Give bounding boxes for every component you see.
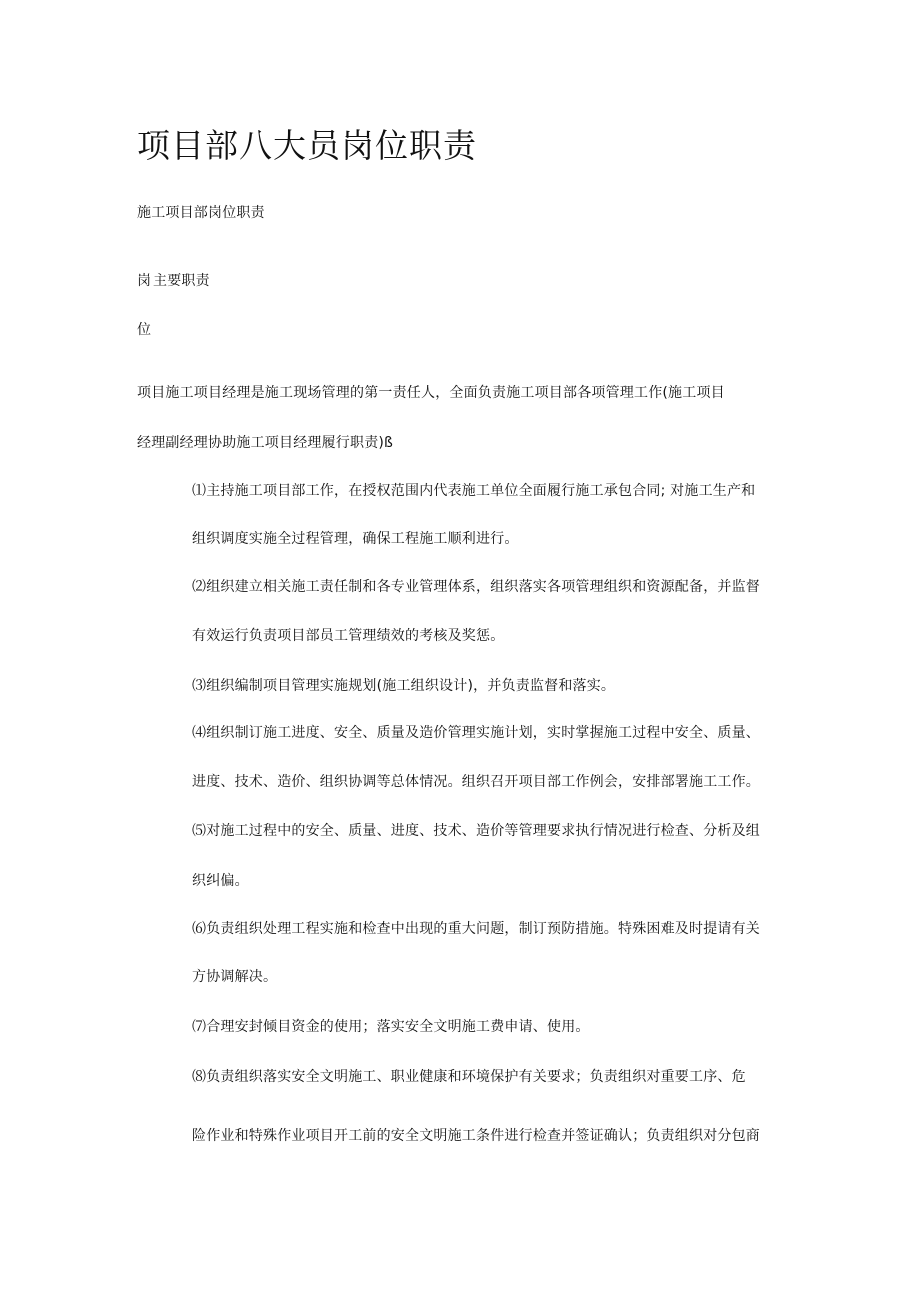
document-title: 项目部八大员岗位职责: [137, 126, 477, 165]
intro-line: 项目施工项目经理是施工现场管理的第一责任人，全面负责施工项目部各项管理工作(施工项目: [137, 385, 725, 401]
duty-item-2-line: ⑵组织建立相关施工责任制和各专业管理体系，组织落实各项管理组织和资源配备，并监督: [192, 579, 760, 595]
duty-item-7-line: ⑺合理安封倾目资金的使用；落实安全文明施工费申请、使用。: [192, 1019, 590, 1035]
duty-item-8-line: 险作业和特殊作业项目开工前的安全文明施工条件进行检查并签证确认；负责组织对分包商: [192, 1128, 760, 1144]
duty-item-4-line: 进度、技术、造价、组织协调等总体情况。组织召开项目部工作例会，安排部署施工工作。: [192, 774, 760, 790]
duty-item-5-line: ⑸对施工过程中的安全、质量、进度、技术、造价等管理要求执行情况进行检查、分析及组: [192, 823, 760, 839]
header-duties: 主要职责: [153, 273, 210, 289]
duty-item-6-line: ⑹负责组织处理工程实施和检查中出现的重大问题，制订预防措施。特殊困难及时提请有关: [192, 921, 760, 937]
duty-item-8-line: ⑻负责组织落实安全文明施工、职业健康和环境保护有关要求；负责组织对重要工序、危: [192, 1069, 746, 1085]
intro-line: 经理副经理协助施工项目经理履行职责)ß: [137, 435, 394, 451]
duty-item-4-line: ⑷组织制订施工进度、安全、质量及造价管理实施计划，实时掌握施工过程中安全、质量、: [192, 725, 760, 741]
duty-item-1-line: 组织调度实施全过程管理，确保工程施工顺利进行。: [192, 531, 519, 547]
duty-item-3-line: ⑶组织编制项目管理实施规划(施工组织设计)，并负责监督和落实。: [192, 678, 616, 694]
section-subtitle: 施工项目部岗位职责: [137, 205, 265, 221]
duty-item-1-line: ⑴主持施工项目部工作，在授权范围内代表施工单位全面履行施工承包合同; 对施工生产和: [192, 483, 756, 499]
duty-item-6-line: 方协调解决。: [192, 969, 278, 985]
duty-item-5-line: 织纠偏。: [192, 873, 249, 889]
header-position-char1: 岗: [137, 273, 152, 289]
duty-item-2-line: 有效运行负责项目部员工管理绩效的考核及奖惩。: [192, 628, 505, 644]
header-position-char2: 位: [137, 322, 152, 338]
